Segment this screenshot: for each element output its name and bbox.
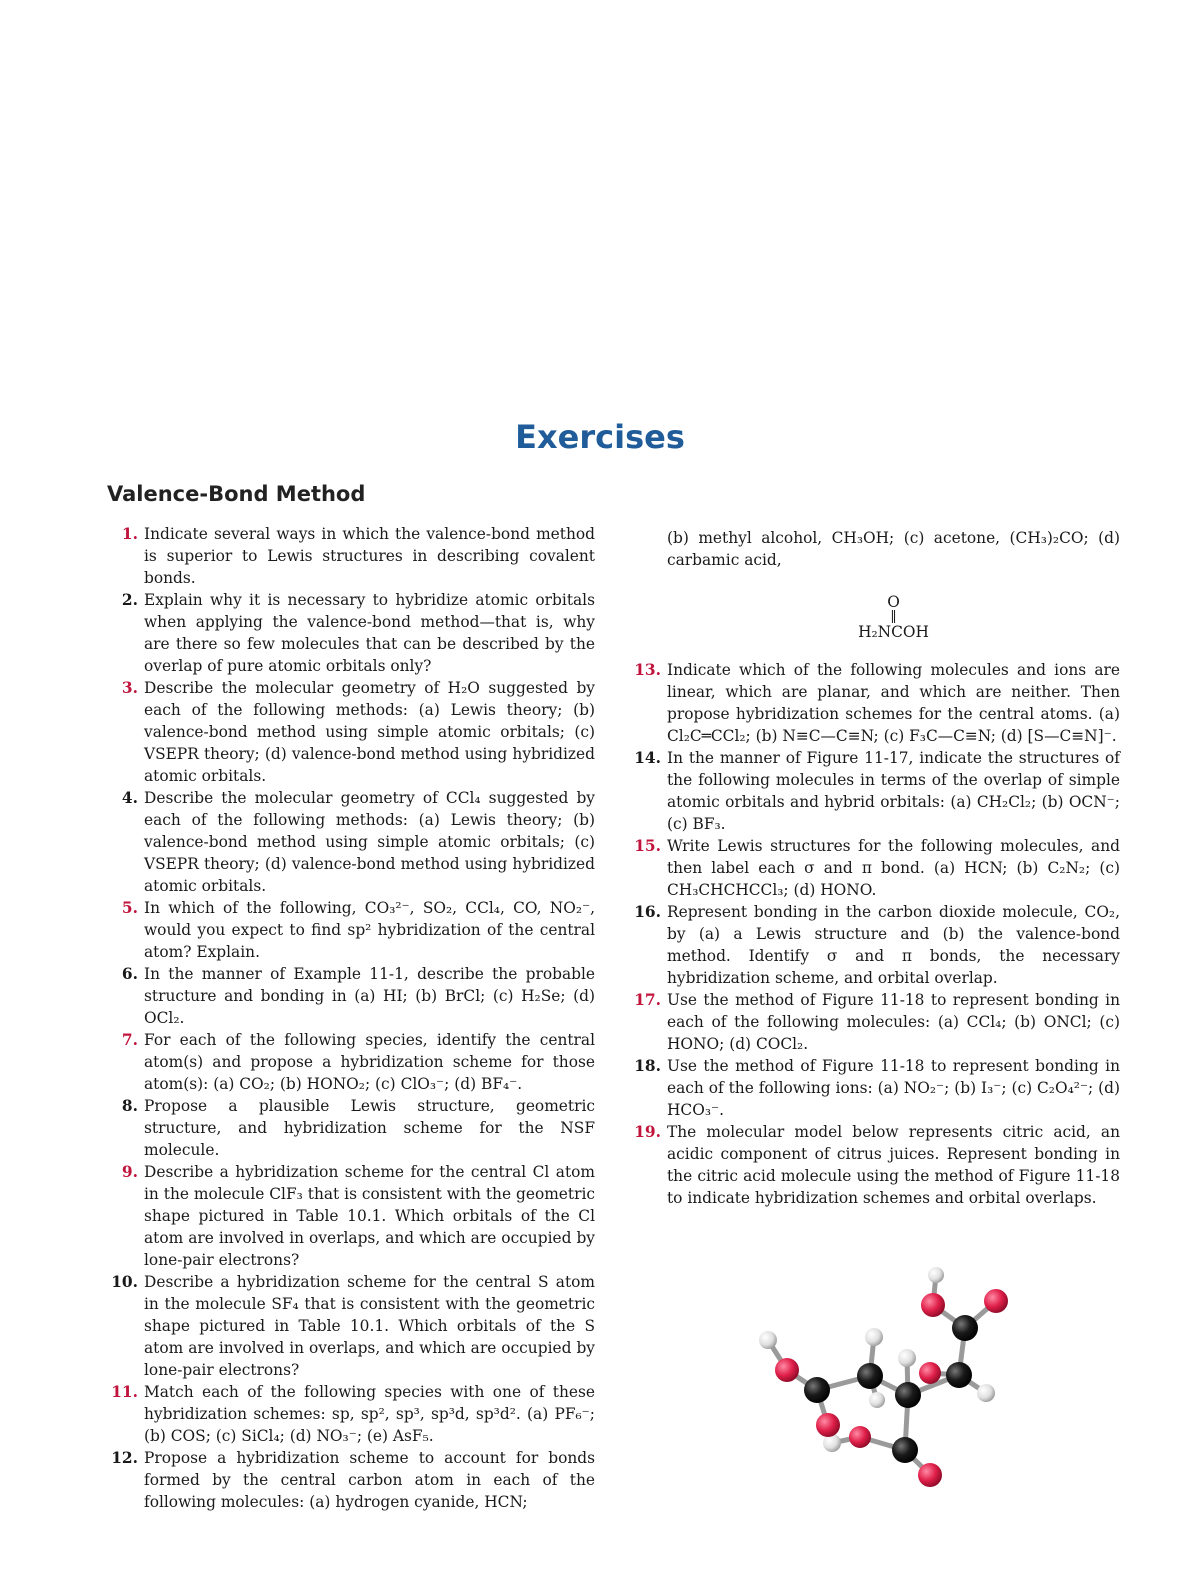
exercise-number: 3. [121, 679, 138, 697]
exercise-11 [107, 1381, 595, 1447]
exercise-text: In which of the following, CO₃²⁻, SO₂, CCl₄, CO, NO₂⁻, would you expect to find sp² hybridization of the central atom? Explain. [144, 899, 595, 961]
exercise-text: Describe a hybridization scheme for the central S atom in the molecule SF₄ that is consistent with the geometric shape pictured in Table 10.1. Which orbitals of the S atom are involved in overlaps, and which are occupied by lone-pair electrons? [144, 1273, 595, 1379]
exercise-13 [630, 659, 1120, 747]
exercise-text: In the manner of Figure 11-17, indicate the structures of the following molecules in terms of the overlap of simple atomic orbitals and hybrid orbitals: (a) CH₂Cl₂; (b) OCN⁻; (c) BF₃. [667, 749, 1120, 833]
exercise-number: 11. [111, 1383, 138, 1401]
exercise-number: 14. [634, 749, 661, 767]
section-heading: Valence-Bond Method [107, 482, 366, 506]
exercise-text: Use the method of Figure 11-18 to represent bonding in each of the following molecules: (a) CCl₄; (b) ONCl; (c) HONO; (d) COCl₂. [667, 991, 1120, 1053]
atoms [759, 1267, 1008, 1487]
exercise-14 [630, 747, 1120, 835]
exercise-number: 18. [634, 1057, 661, 1075]
exercise-text: Propose a plausible Lewis structure, geometric structure, and hybridization scheme for the NSF molecule. [144, 1097, 595, 1159]
exercise-12 [107, 1447, 595, 1513]
exercise-number: 13. [634, 661, 661, 679]
exercise-number: 2. [121, 591, 138, 609]
exercise-7 [107, 1029, 595, 1095]
exercise-4 [107, 787, 595, 897]
exercise-1 [107, 523, 595, 589]
right-column [630, 527, 1120, 1209]
exercise-number: 19. [634, 1123, 661, 1141]
exercise-6 [107, 963, 595, 1029]
left-column [107, 523, 595, 1513]
exercise-number: 4. [121, 789, 138, 807]
structure-formula: H₂NCOH [858, 623, 929, 641]
exercise-text: For each of the following species, identify the central atom(s) and propose a hybridization scheme for those atom(s): (a) CO₂; (b) HONO₂; (c) ClO₃⁻; (d) BF₄⁻. [144, 1031, 595, 1093]
exercise-number: 8. [121, 1097, 138, 1115]
exercise-15 [630, 835, 1120, 901]
exercise-9 [107, 1161, 595, 1271]
exercise-19 [630, 1121, 1120, 1209]
exercise-text: Propose a hybridization scheme to account for bonds formed by the central carbon atom in each of the following molecules: (a) hydrogen cyanide, HCN; [144, 1449, 595, 1511]
exercise-number: 7. [121, 1031, 138, 1049]
exercise-number: 10. [111, 1273, 138, 1291]
exercise-2 [107, 589, 595, 677]
exercise-text: In the manner of Example 11-1, describe the probable structure and bonding in (a) HI; (b) BrCl; (c) H₂Se; (d) OCl₂. [144, 965, 595, 1027]
exercise-text: Write Lewis structures for the following molecules, and then label each σ and π bond. (a) HCN; (b) C₂N₂; (c) CH₃CHCHCCl₃; (d) HONO. [667, 837, 1120, 899]
exercise-number: 5. [121, 899, 138, 917]
exercise-number: 6. [121, 965, 138, 983]
exercise-text: Describe the molecular geometry of H₂O suggested by each of the following methods: (a) Lewis theory; (b) valence-bond method using simple atomic orbitals; (c) VSEPR theory; (d) valence-bond method using hybridized atomic orbitals. [144, 679, 595, 785]
structure-oxygen: O [887, 593, 900, 611]
exercise-10 [107, 1271, 595, 1381]
exercise-number: 15. [634, 837, 661, 855]
exercise-number: 17. [634, 991, 661, 1009]
page-title: Exercises [515, 418, 685, 456]
exercise-number: 1. [121, 525, 138, 543]
exercise-number: 16. [634, 903, 661, 921]
exercise-number: 12. [111, 1449, 138, 1467]
exercise-8 [107, 1095, 595, 1161]
exercise-number: 9. [121, 1163, 138, 1181]
structure-double-bond: ‖ [890, 609, 897, 624]
exercise-18 [630, 1055, 1120, 1121]
carbamic-acid-structure [630, 593, 1120, 641]
exercise-text: Describe the molecular geometry of CCl₄ suggested by each of the following methods: (a) Lewis theory; (b) valence-bond method using simple atomic orbitals; (c) VSEPR theory; (d) valence-bond method using hybridized atomic orbitals. [144, 789, 595, 895]
exercise-text: The molecular model below represents citric acid, an acidic component of citrus juices. Represent bonding in the citric acid molecule using the method of Figure 11-18 to indicate hybridization schemes and orbital overlaps. [667, 1123, 1120, 1207]
exercise-5 [107, 897, 595, 963]
exercise-3 [107, 677, 595, 787]
exercise-text: Indicate which of the following molecules and ions are linear, which are planar, and which are neither. Then propose hybridization schemes for the central atoms. (a) Cl₂C═CCl₂; (b) N≡C—C≡N; (c) F₃C—C≡N; (d) [S—C≡N]⁻. [667, 661, 1120, 745]
citric-acid-model [750, 1255, 1040, 1505]
exercise-text: Explain why it is necessary to hybridize atomic orbitals when applying the valence-bond method—that is, why are there so few molecules that can be described by the overlap of pure atomic orbitals only? [144, 591, 595, 675]
exercise-17 [630, 989, 1120, 1055]
exercise-text: Match each of the following species with one of these hybridization schemes: sp, sp², sp³, sp³d, sp³d². (a) PF₆⁻; (b) COS; (c) SiCl₄; (d) NO₃⁻; (e) AsF₅. [144, 1383, 595, 1445]
exercise-text: Represent bonding in the carbon dioxide molecule, CO₂, by (a) a Lewis structure and (b) the valence-bond method. Identify σ and π bonds, the necessary hybridization scheme, and orbital overlap. [667, 903, 1120, 987]
exercise-12-continuation: (b) methyl alcohol, CH₃OH; (c) acetone, (CH₃)₂CO; (d) carbamic acid, [667, 529, 1120, 569]
exercise-text: Use the method of Figure 11-18 to represent bonding in each of the following ions: (a) NO₂⁻; (b) I₃⁻; (c) C₂O₄²⁻; (d) HCO₃⁻. [667, 1057, 1120, 1119]
exercise-text: Describe a hybridization scheme for the central Cl atom in the molecule ClF₃ that is consistent with the geometric shape pictured in Table 10.1. Which orbitals of the Cl atom are involved in overlaps, and which are occupied by lone-pair electrons? [144, 1163, 595, 1269]
exercise-16 [630, 901, 1120, 989]
exercise-text: Indicate several ways in which the valence-bond method is superior to Lewis structures in describing covalent bonds. [144, 525, 595, 587]
